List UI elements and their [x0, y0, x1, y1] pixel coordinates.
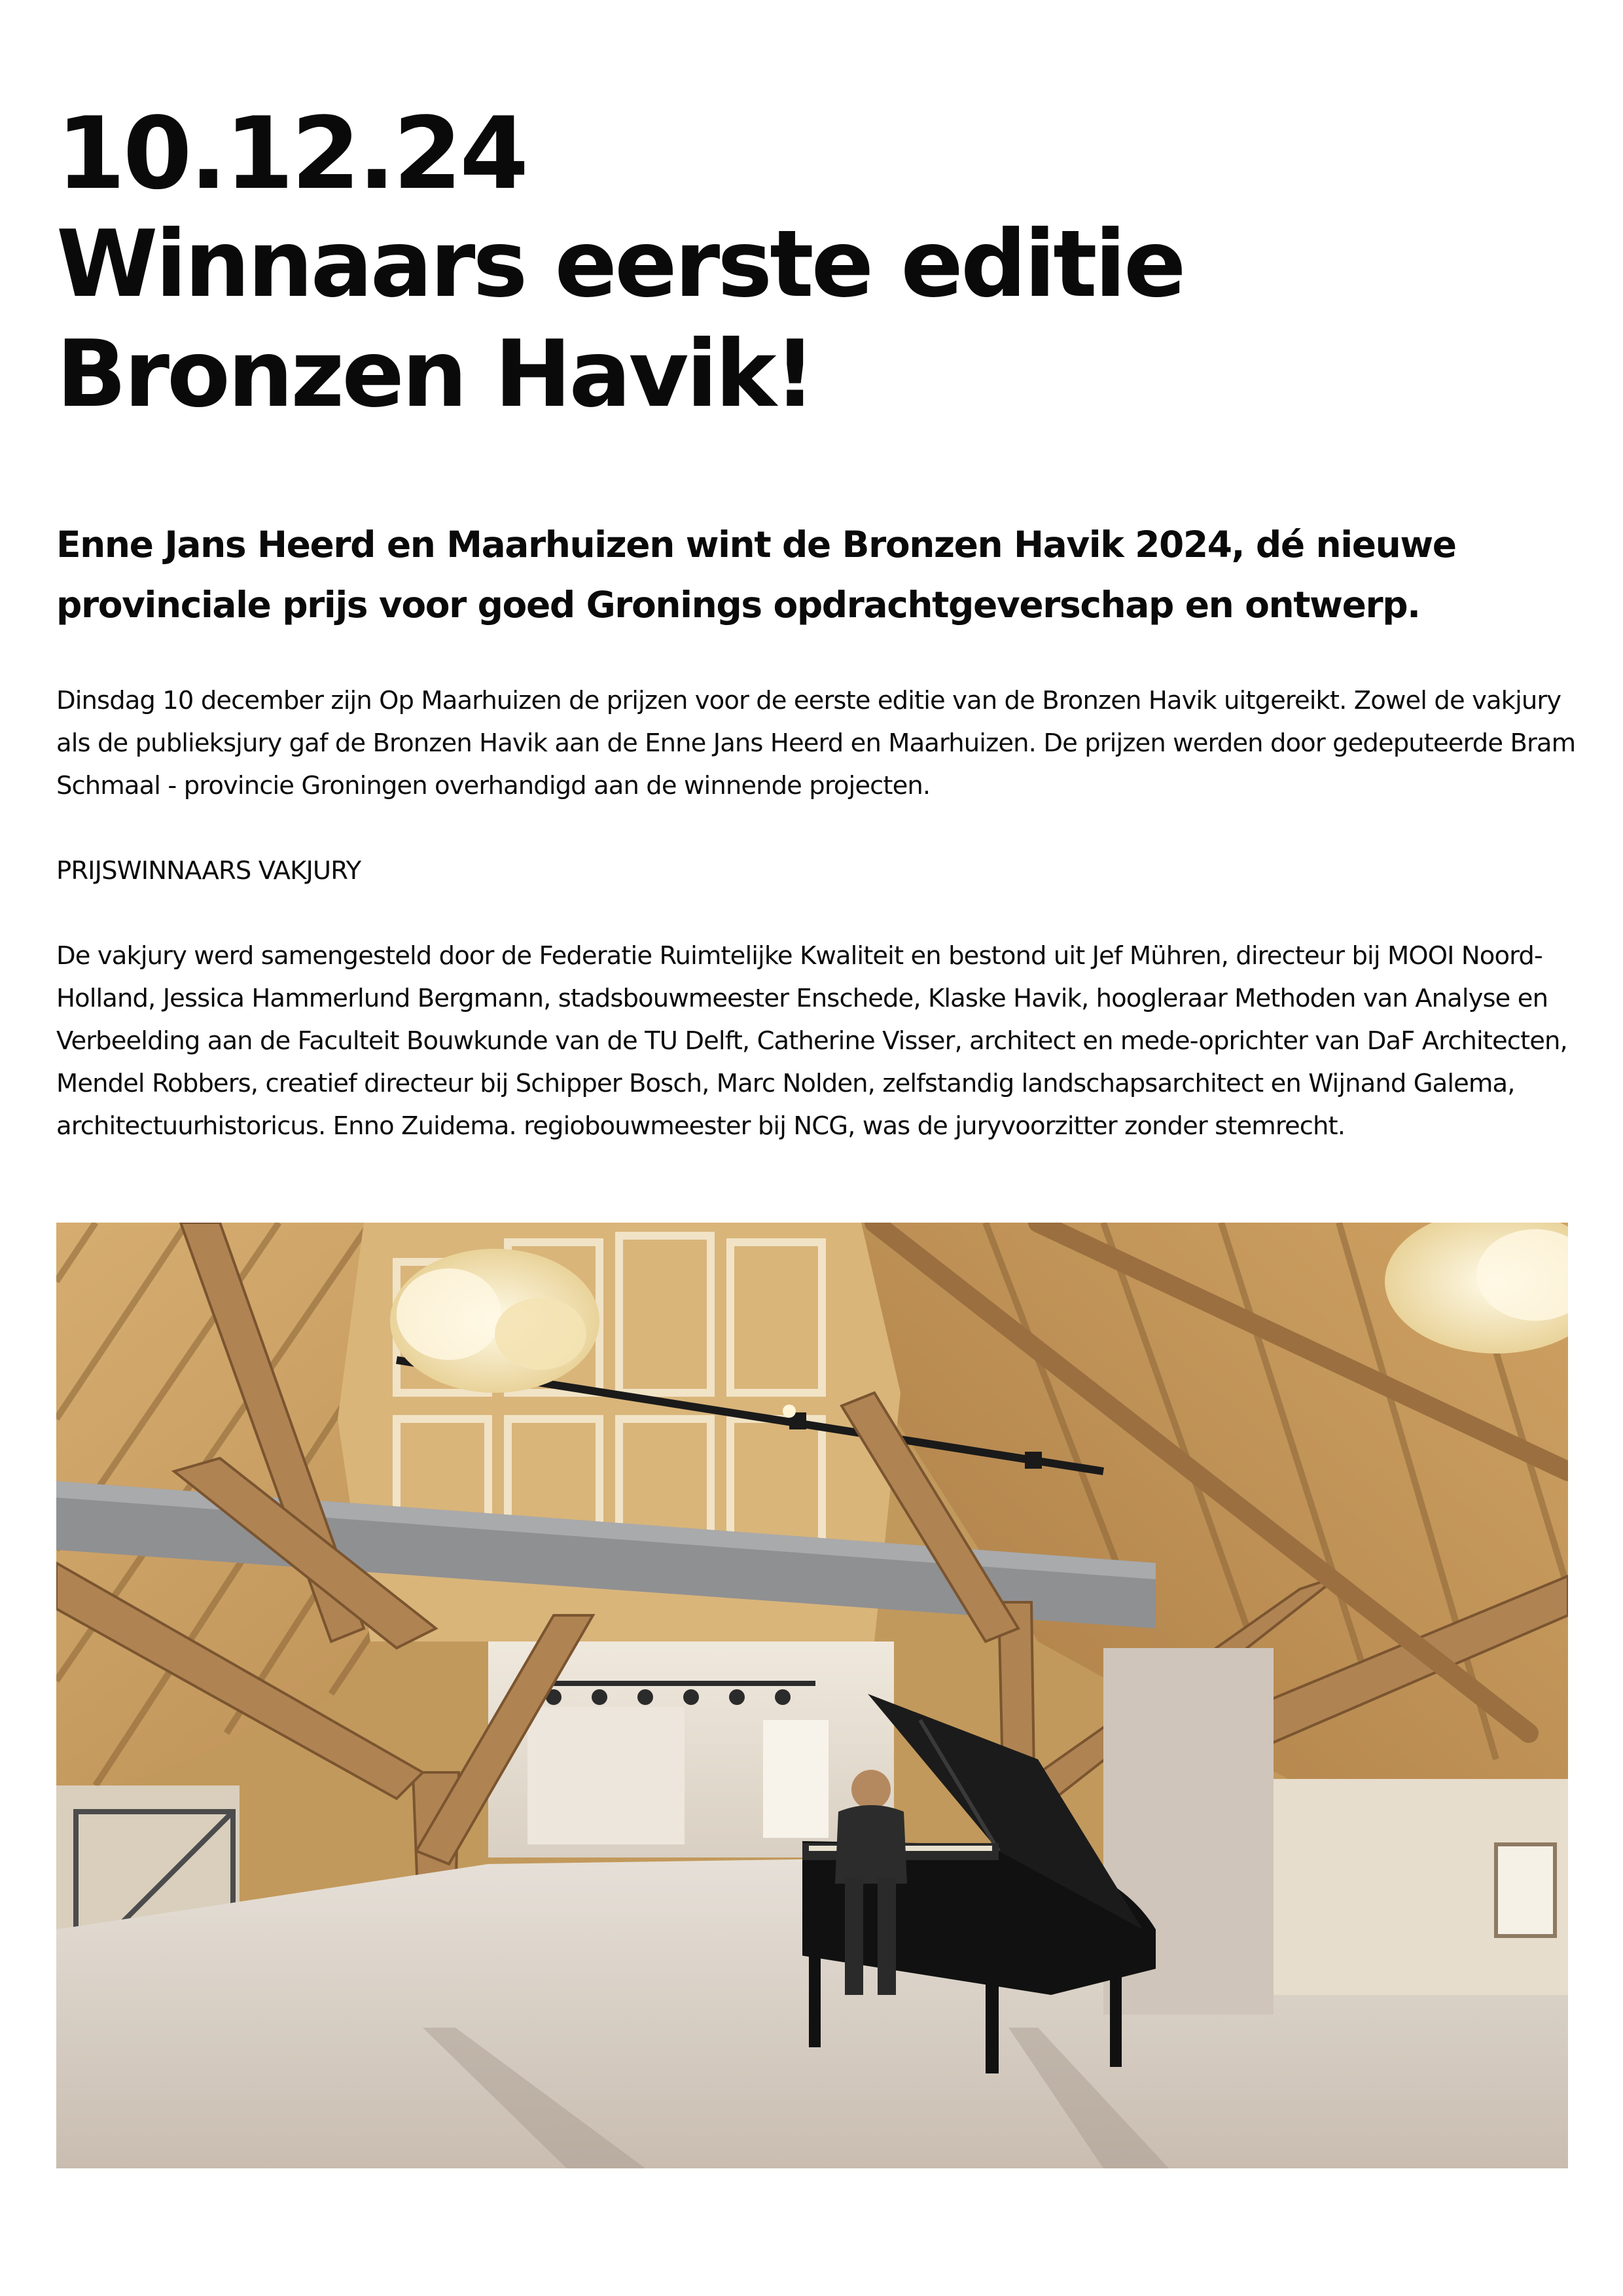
article-intro: Dinsdag 10 december zijn Op Maarhuizen de prijzen voor de eerste editie van de Bronzen Havik uitgereikt. Zowel de vakjury als de publieksjury gaf de Bronzen Havik aan de Enne Jans Heerd en Maarhuizen. De prijzen werden door gedeputeerde Bram Schmaal - provincie Groningen overhandigd aan de winnende projecten. — [56, 686, 1576, 800]
jury-paragraph: De vakjury werd samengesteld door de Federatie Ruimtelijke Kwaliteit en bestond uit Jef Mühren, directeur bij MOOI Noord-Holland, Jessica Hammerlund Bergmann, stadsbouwmeester Enschede, Klaske Havik, hoogleraar Methoden van Analyse en Verbeelding aan de Faculteit Bouwkunde van de TU Delft, Catherine Visser, architect en mede-oprichter van DaF Architecten, Mendel Robbers, creatief directeur bij Schipper Bosch, Marc Nolden, zelfstandig landschapsarchitect en Wijnand Galema, architectuurhistoricus. Enno Zuidema. regiobouwmeester bij NCG, was de juryvoorzitter zonder stemrecht. — [56, 941, 1567, 1141]
article-lead: Enne Jans Heerd en Maarhuizen wint de Bronzen Havik 2024, dé nieuwe provinciale prijs voor goed Gronings opdrachtgeverschap en ontwerp. — [56, 524, 1456, 626]
section-heading: PRIJSWINNAARS VAKJURY — [56, 856, 361, 886]
pendant-lamp-left — [390, 1249, 599, 1393]
barn-interior-photo — [56, 1223, 1568, 2168]
article — [56, 96, 1576, 1147]
article-title: Winnaars eerste editie Bronzen Havik! — [56, 211, 1184, 428]
article-date: 10.12.24 — [56, 96, 527, 211]
barn-interior-illustration — [56, 1223, 1568, 2168]
